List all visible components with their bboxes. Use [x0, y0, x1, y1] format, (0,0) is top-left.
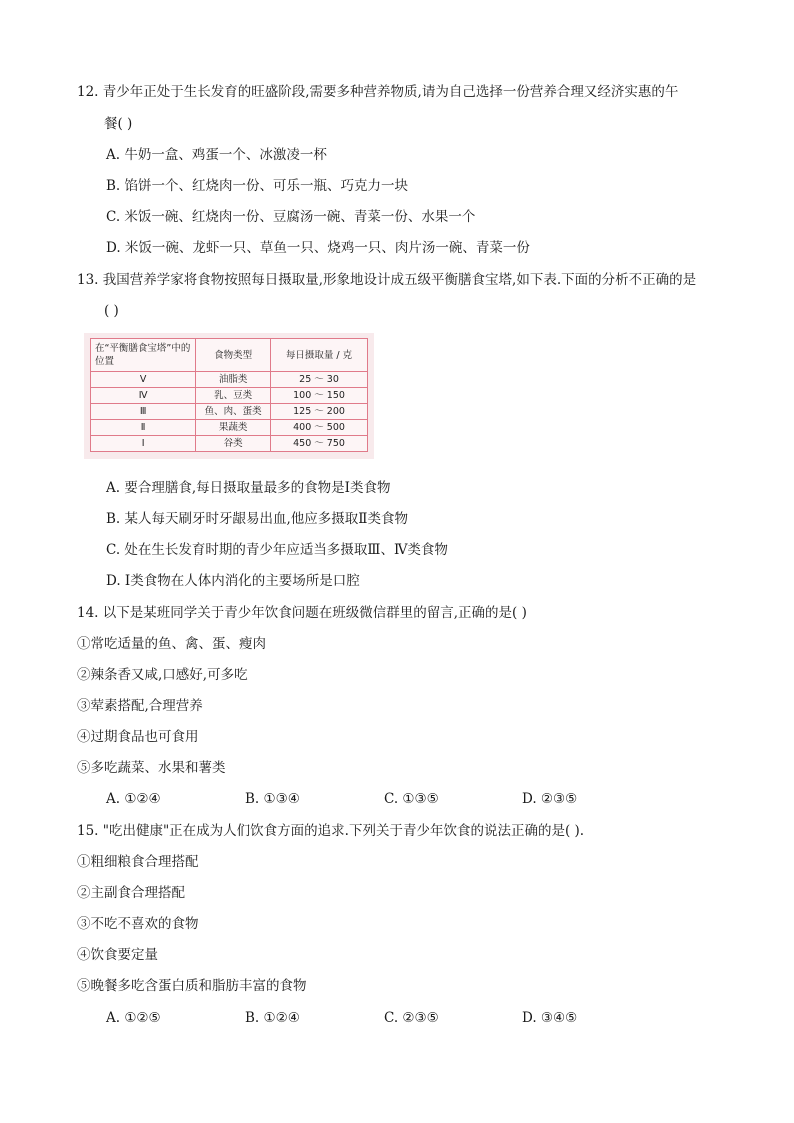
- table-cell-food-type: 乳、豆类: [196, 388, 271, 404]
- question-13-stem-cont: ( ): [104, 303, 119, 319]
- table-cell-position: Ⅳ: [91, 388, 196, 404]
- table-cell-position: Ⅰ: [91, 436, 196, 452]
- question-15-item-5: ⑤晚餐多吃含蛋白质和脂肪丰富的食物: [77, 978, 307, 994]
- table-cell-intake: 100 ～ 150: [271, 388, 368, 404]
- question-13-option-a[interactable]: A. 要合理膳食,每日摄取量最多的食物是Ⅰ类食物: [106, 480, 391, 496]
- question-15-option-b[interactable]: B. ①②④: [245, 1010, 300, 1026]
- question-14-stem: 14. 以下是某班同学关于青少年饮食问题在班级微信群里的留言,正确的是( ): [77, 605, 527, 621]
- question-14-item-2: ②辣条香又咸,口感好,可多吃: [77, 667, 248, 683]
- table-cell-intake: 400 ～ 500: [271, 420, 368, 436]
- balanced-diet-pagoda-table: [90, 338, 368, 452]
- question-13-option-c[interactable]: C. 处在生长发育时期的青少年应适当多摄取Ⅲ、Ⅳ类食物: [106, 542, 448, 558]
- question-15-option-d[interactable]: D. ③④⑤: [522, 1010, 578, 1026]
- question-12-stem-cont: 餐( ): [104, 116, 133, 132]
- question-15-item-3: ③不吃不喜欢的食物: [77, 916, 199, 932]
- question-14-option-c[interactable]: C. ①③⑤: [384, 791, 439, 807]
- table-cell-position: Ⅴ: [91, 372, 196, 388]
- question-13-stem: 13. 我国营养学家将食物按照每日摄取量,形象地设计成五级平衡膳食宝塔,如下表.下面的分析不正确的是: [77, 272, 697, 288]
- balanced-diet-pagoda-table-image: [84, 333, 374, 459]
- question-14-option-a[interactable]: A. ①②④: [106, 791, 161, 807]
- table-header-food-type: 食物类型: [196, 339, 271, 372]
- table-cell-food-type: 谷类: [196, 436, 271, 452]
- question-12-option-a[interactable]: A. 牛奶一盒、鸡蛋一个、冰激凌一杯: [106, 147, 327, 163]
- table-header-row: [91, 339, 368, 372]
- question-12-option-b[interactable]: B. 馅饼一个、红烧肉一份、可乐一瓶、巧克力一块: [106, 178, 409, 194]
- question-12-option-d[interactable]: D. 米饭一碗、龙虾一只、草鱼一只、烧鸡一只、肉片汤一碗、青菜一份: [106, 240, 530, 256]
- table-row: [91, 404, 368, 420]
- table-cell-intake: 450 ～ 750: [271, 436, 368, 452]
- question-14-item-1: ①常吃适量的鱼、禽、蛋、瘦肉: [77, 636, 266, 652]
- question-15-item-2: ②主副食合理搭配: [77, 885, 185, 901]
- table-row: [91, 436, 368, 452]
- table-cell-food-type: 油脂类: [196, 372, 271, 388]
- question-15-stem: 15. "吃出健康"正在成为人们饮食方面的追求.下列关于青少年饮食的说法正确的是( ).: [77, 823, 585, 839]
- table-row: [91, 372, 368, 388]
- question-15-option-a[interactable]: A. ①②⑤: [106, 1010, 161, 1026]
- question-15-option-c[interactable]: C. ②③⑤: [384, 1010, 439, 1026]
- table-cell-food-type: 果蔬类: [196, 420, 271, 436]
- question-12-stem: 12. 青少年正处于生长发育的旺盛阶段,需要多种营养物质,请为自己选择一份营养合理又经济实惠的午: [77, 84, 679, 100]
- question-14-option-b[interactable]: B. ①③④: [245, 791, 300, 807]
- table-row: [91, 420, 368, 436]
- question-14-item-4: ④过期食品也可食用: [77, 729, 199, 745]
- table-cell-intake: 125 ～ 200: [271, 404, 368, 420]
- question-13-option-b[interactable]: B. 某人每天刷牙时牙龈易出血,他应多摄取Ⅱ类食物: [106, 511, 408, 527]
- question-15-item-1: ①粗细粮食合理搭配: [77, 854, 199, 870]
- table-cell-food-type: 鱼、肉、蛋类: [196, 404, 271, 420]
- question-12-option-c[interactable]: C. 米饭一碗、红烧肉一份、豆腐汤一碗、青菜一份、水果一个: [106, 209, 476, 225]
- table-header-position: 在“平衡膳食宝塔”中的位置: [91, 339, 196, 372]
- question-15-item-4: ④饮食要定量: [77, 947, 158, 963]
- table-cell-position: Ⅱ: [91, 420, 196, 436]
- table-cell-position: Ⅲ: [91, 404, 196, 420]
- question-14-option-d[interactable]: D. ②③⑤: [522, 791, 578, 807]
- question-14-item-3: ③荤素搭配,合理营养: [77, 698, 203, 714]
- table-row: [91, 388, 368, 404]
- table-header-daily-intake: 每日摄取量 / 克: [271, 339, 368, 372]
- question-14-item-5: ⑤多吃蔬菜、水果和薯类: [77, 760, 226, 776]
- table-cell-intake: 25 ～ 30: [271, 372, 368, 388]
- question-13-option-d[interactable]: D. Ⅰ类食物在人体内消化的主要场所是口腔: [106, 573, 360, 589]
